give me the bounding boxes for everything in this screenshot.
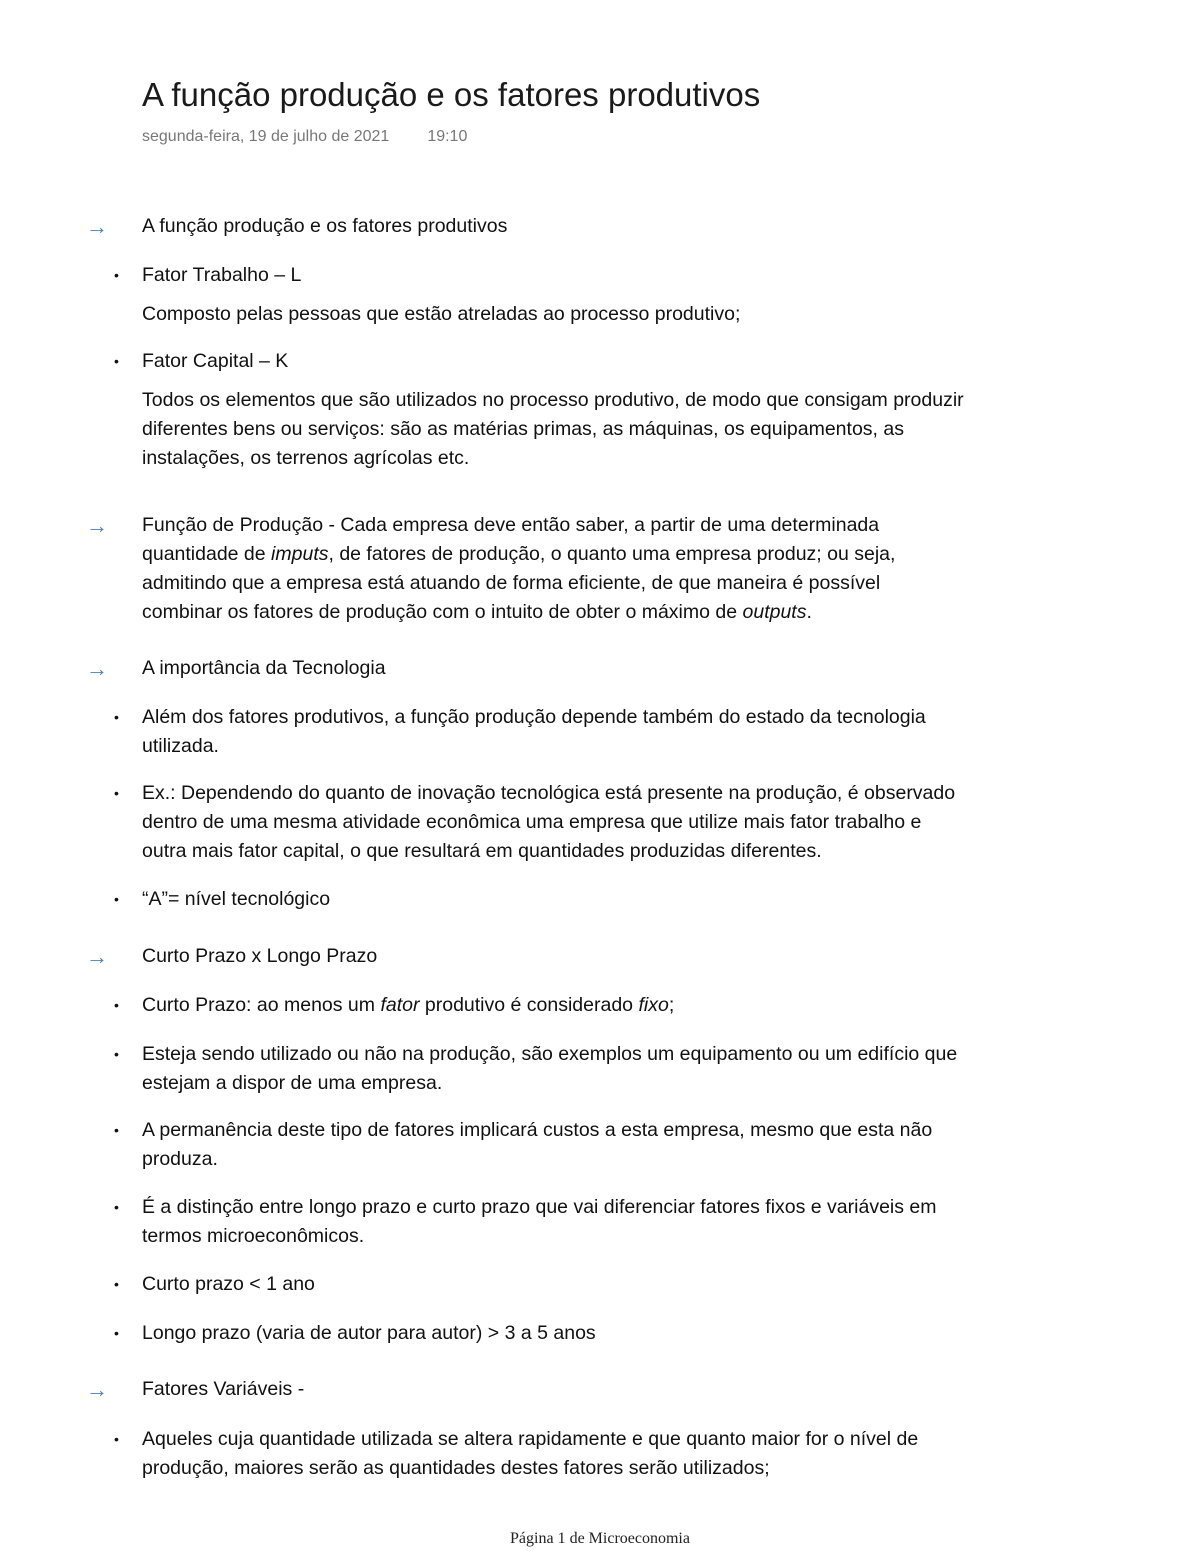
list-item: Fator Capital – K — [142, 350, 289, 372]
list-item: Aqueles cuja quantidade utilizada se altera rapidamente e que quanto maior for o nível de — [142, 1428, 919, 1450]
section-heading: A importância da Tecnologia — [142, 657, 386, 679]
bullet-icon: • — [114, 997, 119, 1013]
text-run: quantidade de — [142, 543, 272, 565]
bullet-icon: • — [114, 1431, 119, 1447]
bullet-icon: • — [114, 1325, 119, 1341]
page-date: segunda-feira, 19 de julho de 2021 — [142, 128, 390, 145]
arrow-icon: → — [86, 1377, 108, 1402]
list-item: “A”= nível tecnológico — [142, 888, 331, 910]
bullet-icon: • — [114, 267, 119, 283]
text-run: . — [806, 601, 812, 623]
paragraph-line: Função de Produção - Cada empresa deve então saber, a partir de uma determinada — [142, 514, 880, 536]
text-run: , de fatores de produção, o quanto uma empresa produz; ou seja, — [328, 543, 896, 565]
list-item — [142, 991, 1072, 1020]
section-heading: Fatores Variáveis - — [142, 1378, 305, 1400]
arrow-icon: → — [86, 214, 108, 239]
list-item: Além dos fatores produtivos, a função produção depende também do estado da tecnologia — [142, 706, 926, 728]
paragraph-line: termos microeconômicos. — [142, 1225, 365, 1247]
bullet-icon: • — [114, 353, 119, 369]
text-run: Curto Prazo: ao menos um — [142, 994, 381, 1016]
section-heading: A função produção e os fatores produtivos — [142, 215, 508, 237]
paragraph-line — [142, 540, 1072, 569]
paragraph-line: dentro de uma mesma atividade econômica uma empresa que utilize mais fator trabalho e — [142, 811, 922, 833]
text-run: produtivo é considerado — [419, 994, 639, 1016]
paragraph-line — [142, 598, 1072, 627]
list-item: Esteja sendo utilizado ou não na produção, são exemplos um equipamento ou um edifício que — [142, 1043, 958, 1065]
page-title: A função produção e os fatores produtivos — [142, 76, 761, 113]
bullet-icon: • — [114, 1276, 119, 1292]
bullet-icon: • — [114, 785, 119, 801]
paragraph-line: produção, maiores serão as quantidades destes fatores serão utilizados; — [142, 1457, 770, 1479]
paragraph-line: admitindo que a empresa está atuando de forma eficiente, de que maneira é possível — [142, 572, 881, 594]
bullet-icon: • — [114, 1046, 119, 1062]
list-item: Curto prazo < 1 ano — [142, 1273, 315, 1295]
italic-term: fator — [380, 994, 420, 1016]
italic-term: fixo — [638, 994, 669, 1016]
section-heading: Curto Prazo x Longo Prazo — [142, 945, 378, 967]
paragraph-line: diferentes bens ou serviços: são as matérias primas, as máquinas, os equipamentos, as — [142, 418, 904, 440]
page-timestamp — [142, 128, 467, 146]
bullet-icon: • — [114, 709, 119, 725]
italic-term: outputs — [742, 601, 807, 623]
paragraph-line: utilizada. — [142, 735, 219, 757]
paragraph-line: produza. — [142, 1148, 218, 1170]
arrow-icon: → — [86, 513, 108, 538]
bullet-icon: • — [114, 891, 119, 907]
page-footer: Página 1 de Microeconomia — [510, 1530, 690, 1547]
list-item: É a distinção entre longo prazo e curto prazo que vai diferenciar fatores fixos e variáveis em — [142, 1196, 937, 1218]
list-item: Fator Trabalho – L — [142, 264, 302, 286]
text-run: ; — [668, 994, 675, 1016]
text-run: combinar os fatores de produção com o intuito de obter o máximo de — [142, 601, 743, 623]
italic-term: imputs — [271, 543, 329, 565]
arrow-icon: → — [86, 944, 108, 969]
list-item: A permanência deste tipo de fatores implicará custos a esta empresa, mesmo que esta não — [142, 1119, 933, 1141]
arrow-icon: → — [86, 656, 108, 681]
list-item: Ex.: Dependendo do quanto de inovação tecnológica está presente na produção, é observado — [142, 782, 956, 804]
paragraph-line: Composto pelas pessoas que estão atreladas ao processo produtivo; — [142, 303, 741, 325]
bullet-icon: • — [114, 1199, 119, 1215]
page-time: 19:10 — [427, 128, 468, 145]
paragraph-line: instalações, os terrenos agrícolas etc. — [142, 447, 470, 469]
paragraph-line: Todos os elementos que são utilizados no processo produtivo, de modo que consigam produzir — [142, 389, 964, 411]
paragraph-line: outra mais fator capital, o que resultará em quantidades produzidas diferentes. — [142, 840, 822, 862]
list-item: Longo prazo (varia de autor para autor) > 3 a 5 anos — [142, 1322, 596, 1344]
bullet-icon: • — [114, 1122, 119, 1138]
paragraph-line: estejam a dispor de uma empresa. — [142, 1072, 443, 1094]
